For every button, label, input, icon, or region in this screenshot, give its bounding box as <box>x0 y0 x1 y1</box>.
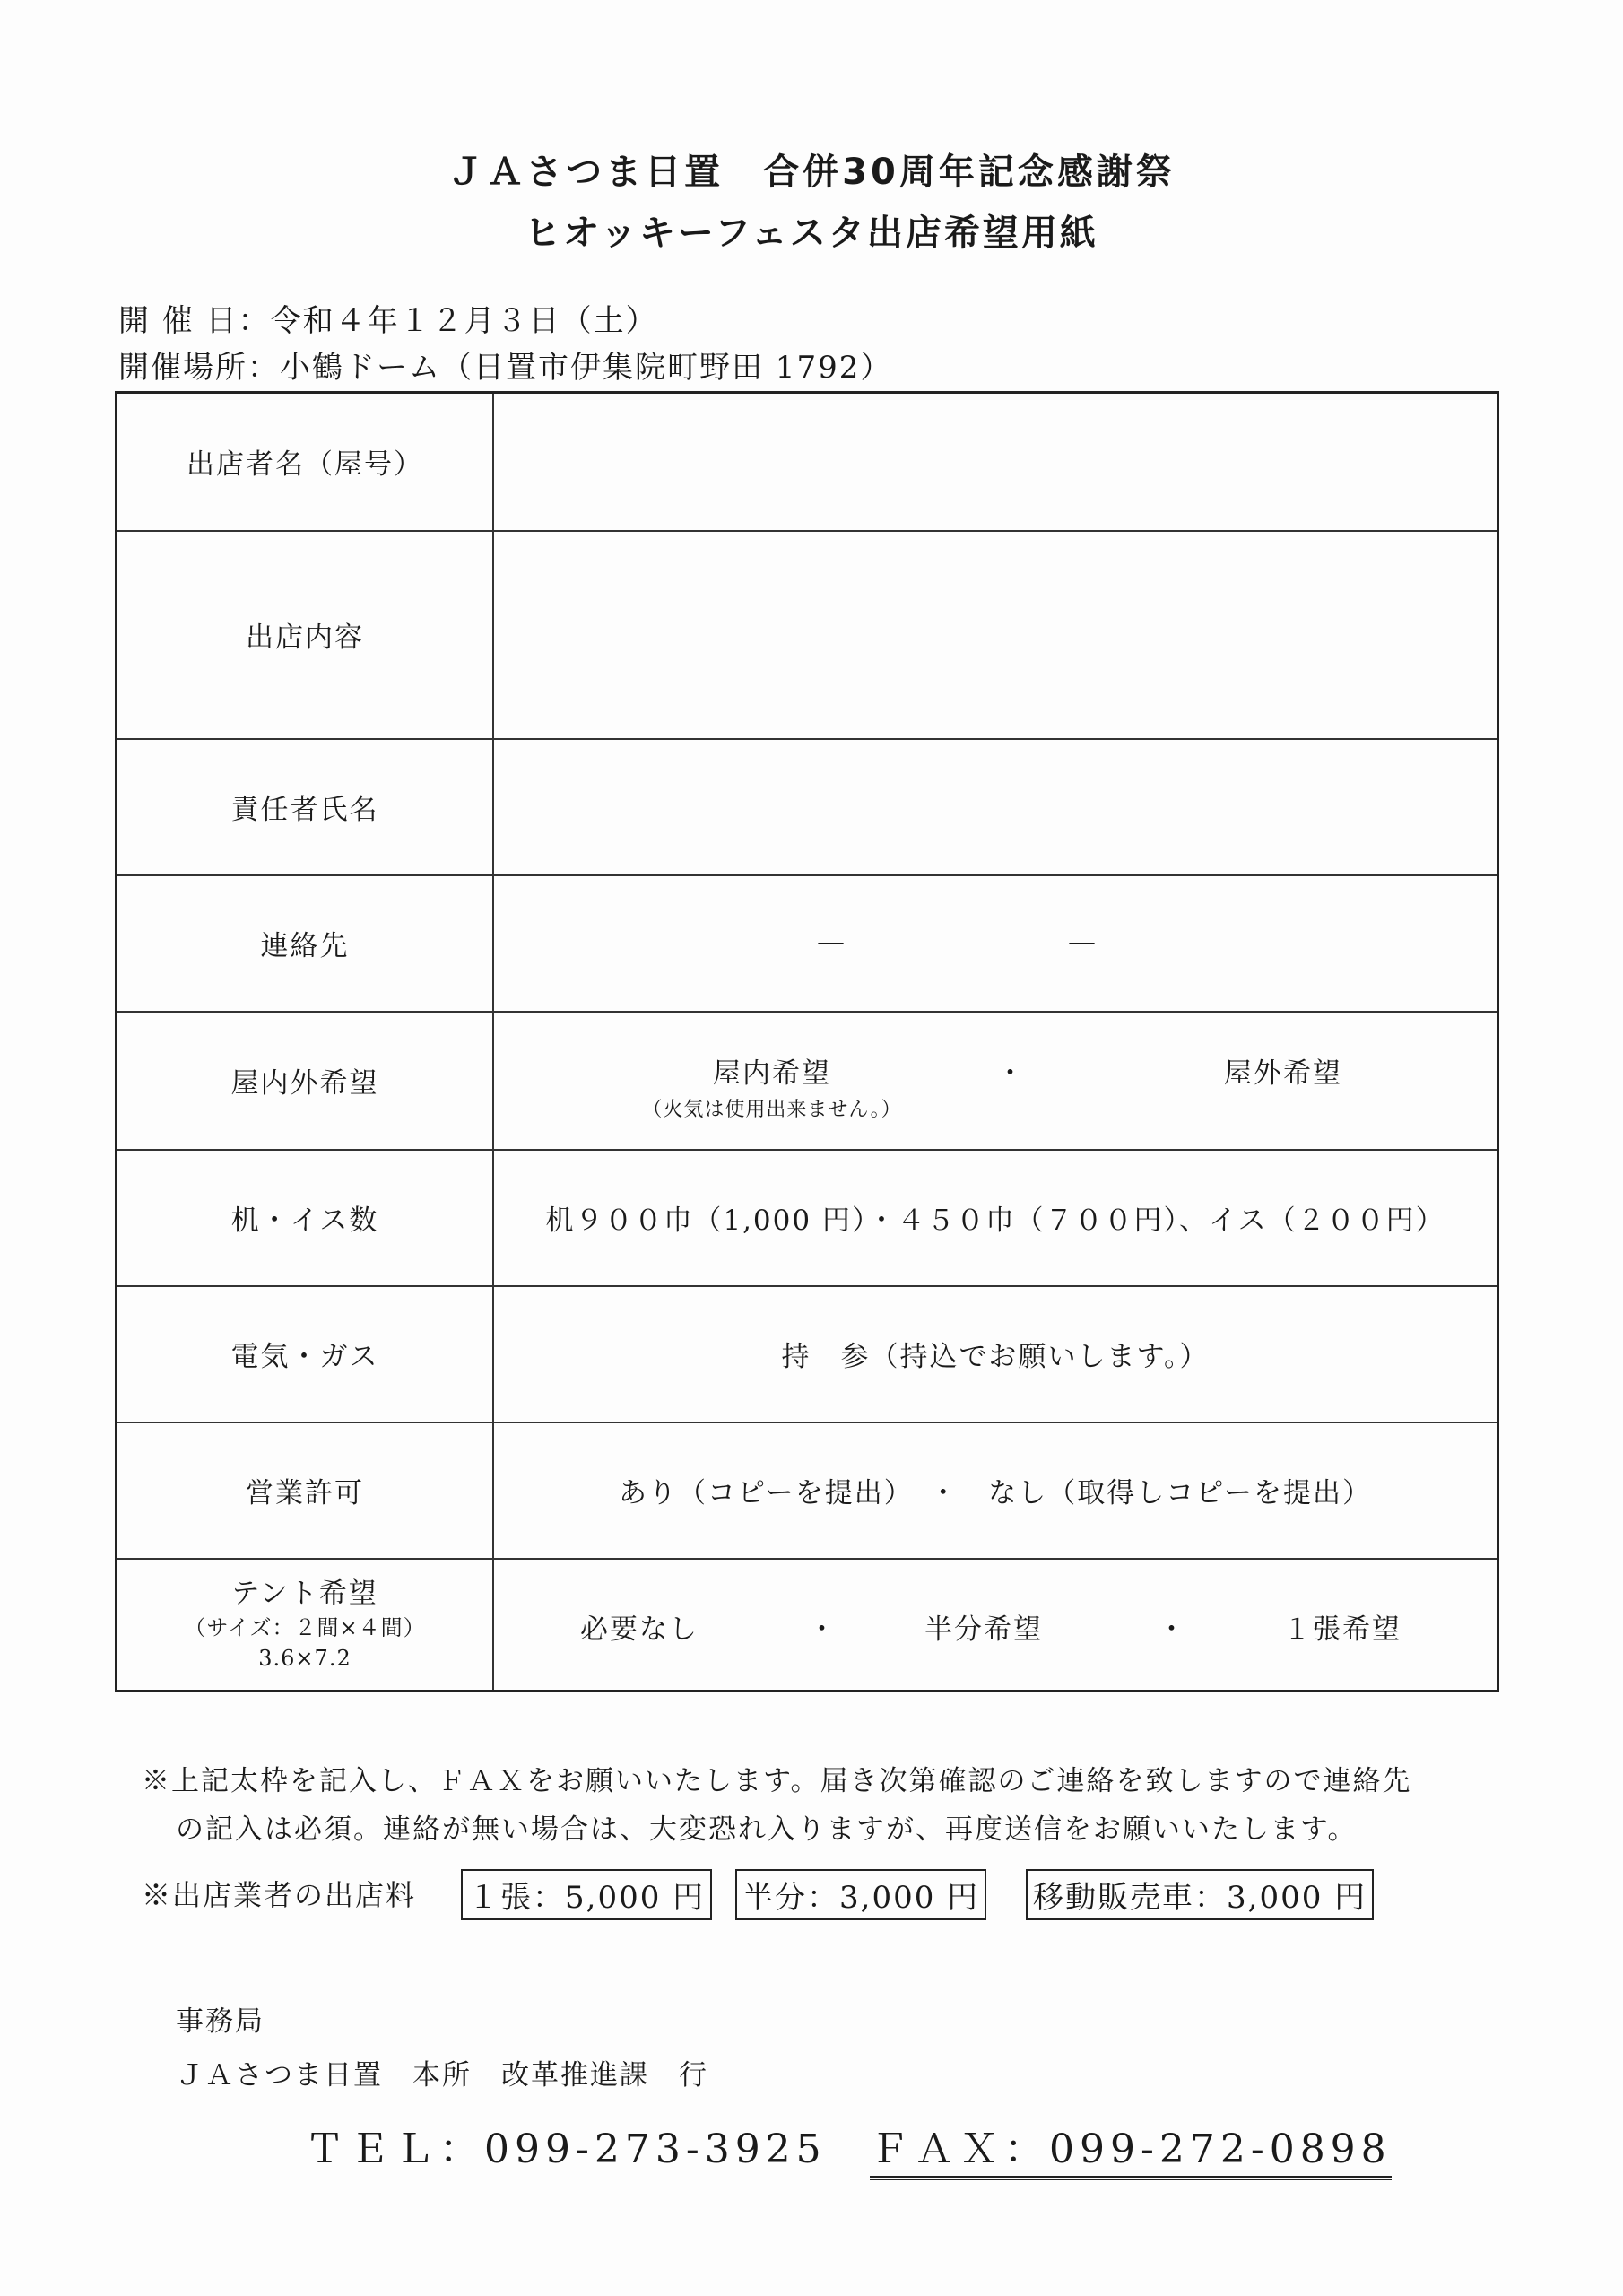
row-contact <box>117 875 1498 1012</box>
option-indoor-label: 屋内希望 <box>713 1057 831 1090</box>
fee-half-box: 半分：3,000 円 <box>735 1869 986 1920</box>
tent-label: テント希望 <box>231 1577 378 1610</box>
row-permit <box>117 1422 1498 1559</box>
fee-mobile-box: 移動販売車：3,000 円 <box>1026 1869 1374 1920</box>
tent-dimension: 3.6×7.2 <box>258 1645 352 1671</box>
tent-label-cell <box>117 1559 494 1692</box>
page-title: ＪＡさつま日置 合併30周年記念感謝祭 <box>447 152 1176 193</box>
permit-options[interactable]: あり（コピーを提出） ・ なし（取得しコピーを提出） <box>493 1422 1498 1559</box>
location-options <box>493 1012 1498 1150</box>
fee-full-box: １張：5,000 円 <box>461 1869 712 1920</box>
instruction-line-1: ※上記太枠を記入し、ＦＡＸをお願いいたします。届き次第確認のご連絡を致しますので連絡先 <box>142 1765 1412 1797</box>
event-date: 開 催 日：令和４年１２月３日（土） <box>118 303 658 339</box>
separator-dot: ・ <box>996 1057 1026 1090</box>
manager-field[interactable] <box>493 739 1498 875</box>
location-label: 屋内外希望 <box>117 1012 494 1150</box>
content-label: 出店内容 <box>117 531 494 739</box>
separator-dot: ・ <box>1158 1613 1187 1647</box>
row-location <box>117 1012 1498 1150</box>
option-outdoor[interactable]: 屋外希望 <box>1224 1057 1342 1090</box>
row-shop-name <box>117 393 1498 531</box>
option-tent-none[interactable]: 必要なし <box>580 1613 699 1647</box>
content-field[interactable] <box>493 531 1498 739</box>
row-content <box>117 531 1498 739</box>
row-manager <box>117 739 1498 875</box>
option-indoor[interactable] <box>611 1050 933 1122</box>
separator-dot: ・ <box>808 1613 838 1647</box>
row-desk <box>117 1150 1498 1286</box>
application-form-table <box>115 391 1499 1692</box>
tent-size: （サイズ：２間×４間） <box>184 1615 426 1641</box>
desk-label: 机・イス数 <box>117 1150 494 1286</box>
utility-value: 持 参（持込でお願いします。） <box>493 1286 1498 1422</box>
row-utility <box>117 1286 1498 1422</box>
tent-options <box>493 1559 1498 1692</box>
page-subtitle: ヒオッキーフェスタ出店希望用紙 <box>525 213 1098 254</box>
desk-value[interactable]: 机９００巾（1,000 円）・４５０巾（７００円）、イス（２００円） <box>493 1150 1498 1286</box>
contact-field[interactable] <box>493 875 1498 1012</box>
utility-label: 電気・ガス <box>117 1286 494 1422</box>
contact-label: 連絡先 <box>117 875 494 1012</box>
shop-name-field[interactable] <box>493 393 1498 531</box>
office-title: 事務局 <box>176 2005 265 2038</box>
tel-number: ＴＥＬ：099-273-3925 <box>305 2126 827 2172</box>
fee-label: ※出店業者の出店料 <box>142 1878 417 1912</box>
event-venue: 開催場所：小鶴ドーム（日置市伊集院町野田 1792） <box>118 350 893 386</box>
option-tent-half[interactable]: 半分希望 <box>924 1613 1043 1647</box>
option-tent-full[interactable]: １張希望 <box>1283 1613 1402 1647</box>
shop-name-label: 出店者名（屋号） <box>117 393 494 531</box>
fax-number: ＦＡＸ：099-272-0898 <box>870 2117 1392 2180</box>
permit-label: 営業許可 <box>117 1422 494 1559</box>
row-tent <box>117 1559 1498 1692</box>
instruction-line-2: の記入は必須。連絡が無い場合は、大変恐れ入りますが、再度送信をお願いいたします。 <box>176 1813 1358 1846</box>
manager-label: 責任者氏名 <box>117 739 494 875</box>
contact-dash: — <box>817 925 846 958</box>
indoor-fire-note: （火気は使用出来ません。） <box>642 1098 902 1121</box>
contact-dash: — <box>1068 925 1098 958</box>
office-department: ＪＡさつま日置 本所 改革推進課 行 <box>176 2059 708 2092</box>
